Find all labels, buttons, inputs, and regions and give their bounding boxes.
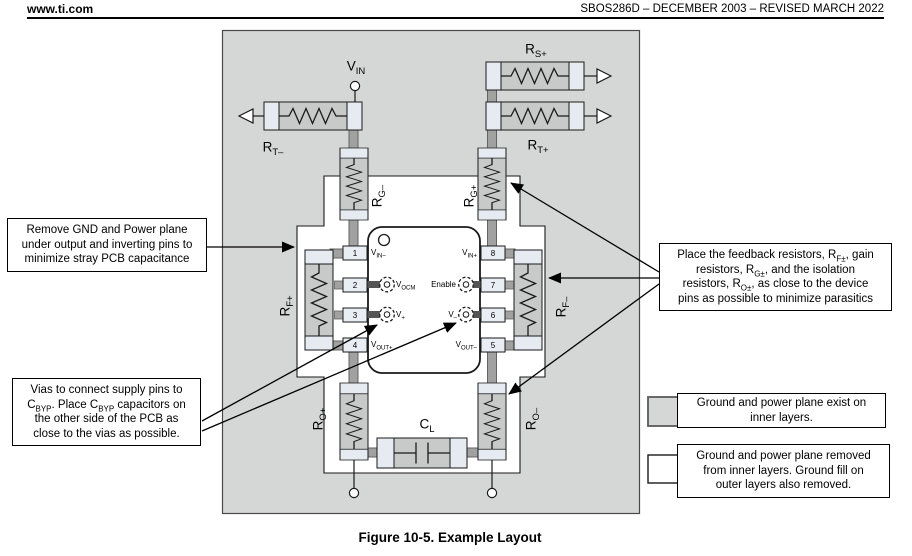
callout-vias-cbyp: Vias to connect supply pins to $C_{BYP}$. Place $C_{BYP}$ capacitors on the other side of the PCB as close to the vias as possible. <box>12 378 201 446</box>
label-rf-minus: $R_{F-}$ <box>553 296 573 318</box>
resistor-ro-minus <box>478 383 506 460</box>
label-rs-plus: $R_{S+}$ <box>525 41 547 61</box>
label-rg-plus: $R_{G+}$ <box>461 184 481 208</box>
label-rt-minus: $R_{T-}$ <box>262 139 284 159</box>
pin-number-1: 1 <box>352 249 358 258</box>
vin-terminal <box>350 81 359 90</box>
callout-remove-gnd: Remove GND and Power plane under output and inverting pins to minimize stray PCB capacitance <box>7 218 207 272</box>
figure-caption: Figure 10-5. Example Layout <box>358 530 542 545</box>
resistor-rt-minus <box>264 102 362 130</box>
pin-name-vin-minus: $V_{IN-}$ <box>371 248 386 260</box>
legend-white-text: Ground and power plane removed from inner layers. Ground fill on outer layers also removed. <box>677 444 890 498</box>
callout-place-resistors: Place the feedback resistors, $R_{F\pm}$, gain resistors, $R_{G\pm}$, and the isolation resistors, $R_{O\pm}$, as close to the device pins as possible to minimize parasitics <box>659 243 892 311</box>
resistor-rf-plus <box>305 250 333 350</box>
pin-number-2: 2 <box>352 281 358 290</box>
resistor-ro-plus <box>340 383 368 460</box>
resistor-rg-minus <box>340 148 368 220</box>
document-id: SBOS286D – DECEMBER 2003 – REVISED MARCH 2022 <box>580 3 884 15</box>
pin-number-4: 4 <box>352 341 358 350</box>
pin-number-6: 6 <box>490 311 496 320</box>
label-rg-minus: $R_{G-}$ <box>369 184 389 208</box>
resistor-rf-minus <box>514 250 542 350</box>
pin-number-5: 5 <box>490 341 496 350</box>
ti-website-link: www.ti.com <box>27 2 94 16</box>
resistor-rg-plus <box>478 148 506 220</box>
capacitor-cl <box>377 438 467 468</box>
out-minus-terminal <box>487 488 496 497</box>
out-plus-terminal <box>349 488 358 497</box>
label-ro-plus: $R_{O+}$ <box>310 407 330 431</box>
label-rt-plus: $R_{T+}$ <box>527 137 549 157</box>
pin-name-vout-minus: $V_{OUT-}$ <box>455 340 477 352</box>
label-ro-minus: $R_{O-}$ <box>523 407 543 431</box>
pin-number-8: 8 <box>490 249 496 258</box>
pin-name-enable: Enable <box>431 280 456 289</box>
label-cl: $C_L$ <box>419 416 435 436</box>
pin-name-v-plus: $V_+$ <box>396 310 405 322</box>
legend-gray-text: Ground and power plane exist on inner layers. <box>677 393 886 428</box>
pin-name-vocm: $V_{OCM}$ <box>396 280 416 292</box>
pin-name-vin-plus: $V_{IN+}$ <box>462 248 477 260</box>
pin-number-7: 7 <box>490 281 496 290</box>
pin-number-3: 3 <box>352 311 358 320</box>
resistor-rt-plus <box>486 102 584 130</box>
label-vin: $V_{IN}$ <box>346 58 366 78</box>
pin-name-vout-plus: $V_{OUT+}$ <box>371 340 393 352</box>
pin-name-v-minus: $V_-$ <box>448 310 457 322</box>
pin1-indicator-icon <box>379 235 390 246</box>
resistor-rs-plus <box>486 62 584 90</box>
label-rf-plus: $R_{F+}$ <box>277 295 297 317</box>
